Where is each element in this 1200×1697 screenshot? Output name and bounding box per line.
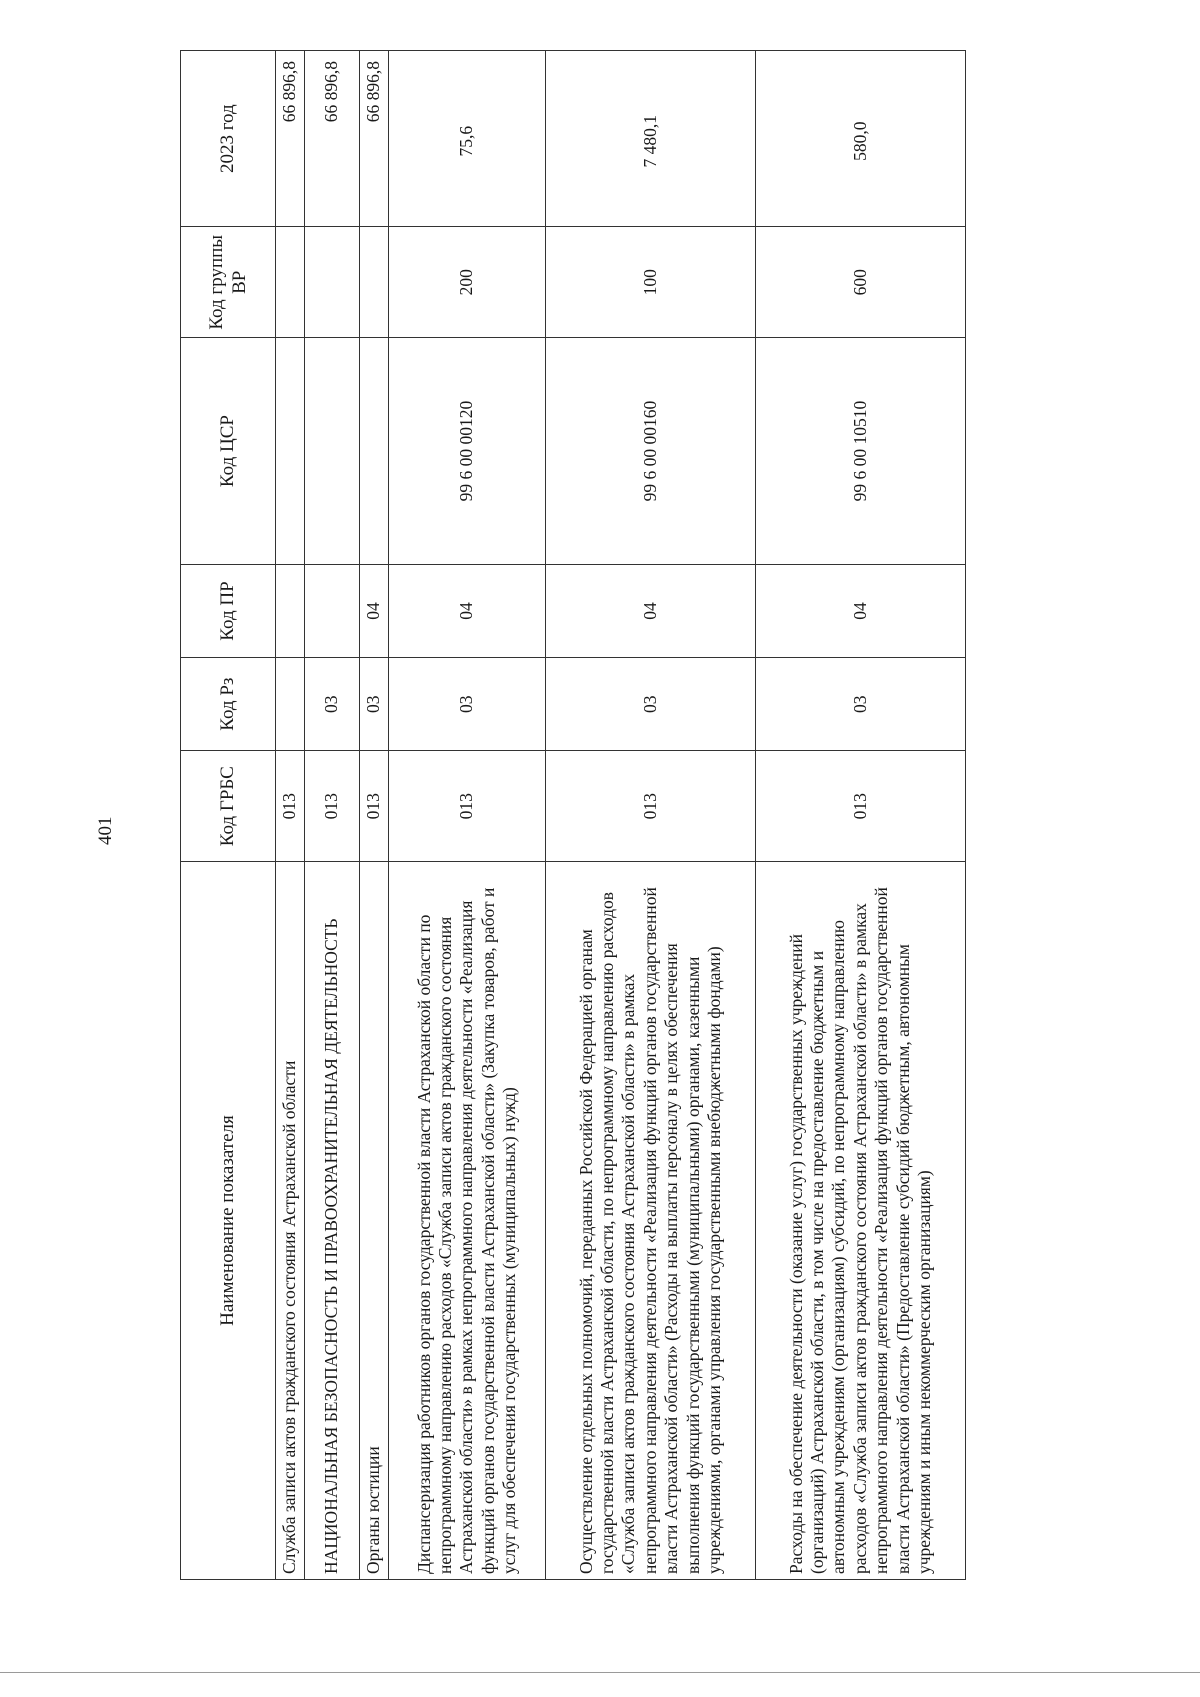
table-row — [276, 51, 305, 1580]
table-row — [360, 51, 389, 1580]
table-row — [546, 51, 756, 1580]
cell-name: НАЦИОНАЛЬНАЯ БЕЗОПАСНОСТЬ И ПРАВООХРАНИТЕЛЬНАЯ ДЕЯТЕЛЬНОСТЬ — [305, 862, 360, 1580]
cell-grbs: 013 — [360, 751, 389, 862]
cell-grbs: 013 — [756, 751, 966, 862]
cell-pr: 04 — [546, 564, 756, 657]
header-csr: Код ЦСР — [181, 338, 276, 565]
header-name: Наименование показателя — [181, 862, 276, 1580]
cell-amount: 580,0 — [756, 51, 966, 227]
header-grbs: Код ГРБС — [181, 751, 276, 862]
cell-csr — [360, 338, 389, 565]
cell-pr — [276, 564, 305, 657]
budget-table-container — [180, 50, 1080, 1580]
header-rz: Код Рз — [181, 658, 276, 751]
cell-grbs: 013 — [305, 751, 360, 862]
cell-csr: 99 6 00 10510 — [756, 338, 966, 565]
budget-table — [180, 50, 966, 1580]
scan-edge-line — [0, 1672, 1200, 1673]
cell-rz: 03 — [546, 658, 756, 751]
cell-vr — [305, 227, 360, 338]
cell-csr — [276, 338, 305, 565]
cell-grbs: 013 — [389, 751, 546, 862]
cell-pr — [305, 564, 360, 657]
cell-rz: 03 — [756, 658, 966, 751]
header-vr: Код группы ВР — [181, 227, 276, 338]
cell-vr: 100 — [546, 227, 756, 338]
page-number: 401 — [95, 816, 116, 845]
header-year: 2023 год — [181, 51, 276, 227]
cell-rz — [276, 658, 305, 751]
cell-csr: 99 6 00 00160 — [546, 338, 756, 565]
cell-pr: 04 — [360, 564, 389, 657]
cell-grbs: 013 — [276, 751, 305, 862]
cell-pr: 04 — [756, 564, 966, 657]
cell-name: Органы юстиции — [360, 862, 389, 1580]
cell-name: Осуществление отдельных полномочий, переданных Российской Федерацией органам государственной власти Астраханской области, по непрограммному направлению расходов «Служба записи актов гражданского состояния Астраханской области» в рамках непрограммного направления деятельности «Реализация функций органов государственной власти Астраханской области» (Расходы на выплаты персоналу в целях обеспечения выполнения функций государственными (муниципальными) органами, казенными учреждениями, органами управления государственными внебюджетными фондами) — [546, 862, 756, 1580]
cell-pr: 04 — [389, 564, 546, 657]
table-row — [756, 51, 966, 1580]
cell-rz: 03 — [389, 658, 546, 751]
cell-vr — [276, 227, 305, 338]
cell-vr: 600 — [756, 227, 966, 338]
cell-amount: 7 480,1 — [546, 51, 756, 227]
table-header-row — [181, 51, 276, 1580]
cell-rz: 03 — [305, 658, 360, 751]
cell-csr — [305, 338, 360, 565]
cell-vr: 200 — [389, 227, 546, 338]
cell-amount: 66 896,8 — [305, 51, 360, 227]
cell-amount: 66 896,8 — [276, 51, 305, 227]
cell-name: Расходы на обеспечение деятельности (оказание услуг) государственных учреждений (организаций) Астраханской области, в том числе на предоставление бюджетным и автономным учреждениям (организациям) субсидий, по непрограммному направлению расходов «Служба записи актов гражданского состояния Астраханской области» в рамках непрограммного направления деятельности «Реализация функций органов государственной власти Астраханской области» (Предоставление субсидий бюджетным, автономным учреждениям и иным некоммерческим организациям) — [756, 862, 966, 1580]
cell-amount: 66 896,8 — [360, 51, 389, 227]
header-pr: Код ПР — [181, 564, 276, 657]
cell-csr: 99 6 00 00120 — [389, 338, 546, 565]
table-row — [305, 51, 360, 1580]
table-row — [389, 51, 546, 1580]
cell-name: Служба записи актов гражданского состояния Астраханской области — [276, 862, 305, 1580]
cell-vr — [360, 227, 389, 338]
cell-grbs: 013 — [546, 751, 756, 862]
cell-rz: 03 — [360, 658, 389, 751]
cell-amount: 75,6 — [389, 51, 546, 227]
cell-name: Диспансеризация работников органов государственной власти Астраханской области по непрограммному направлению расходов «Служба записи актов гражданского состояния Астраханской области» в рамках непрограммного направления деятельности «Реализация функций органов государственной власти Астраханской области» (Закупка товаров, работ и услуг для обеспечения государственных (муниципальных) нужд) — [389, 862, 546, 1580]
